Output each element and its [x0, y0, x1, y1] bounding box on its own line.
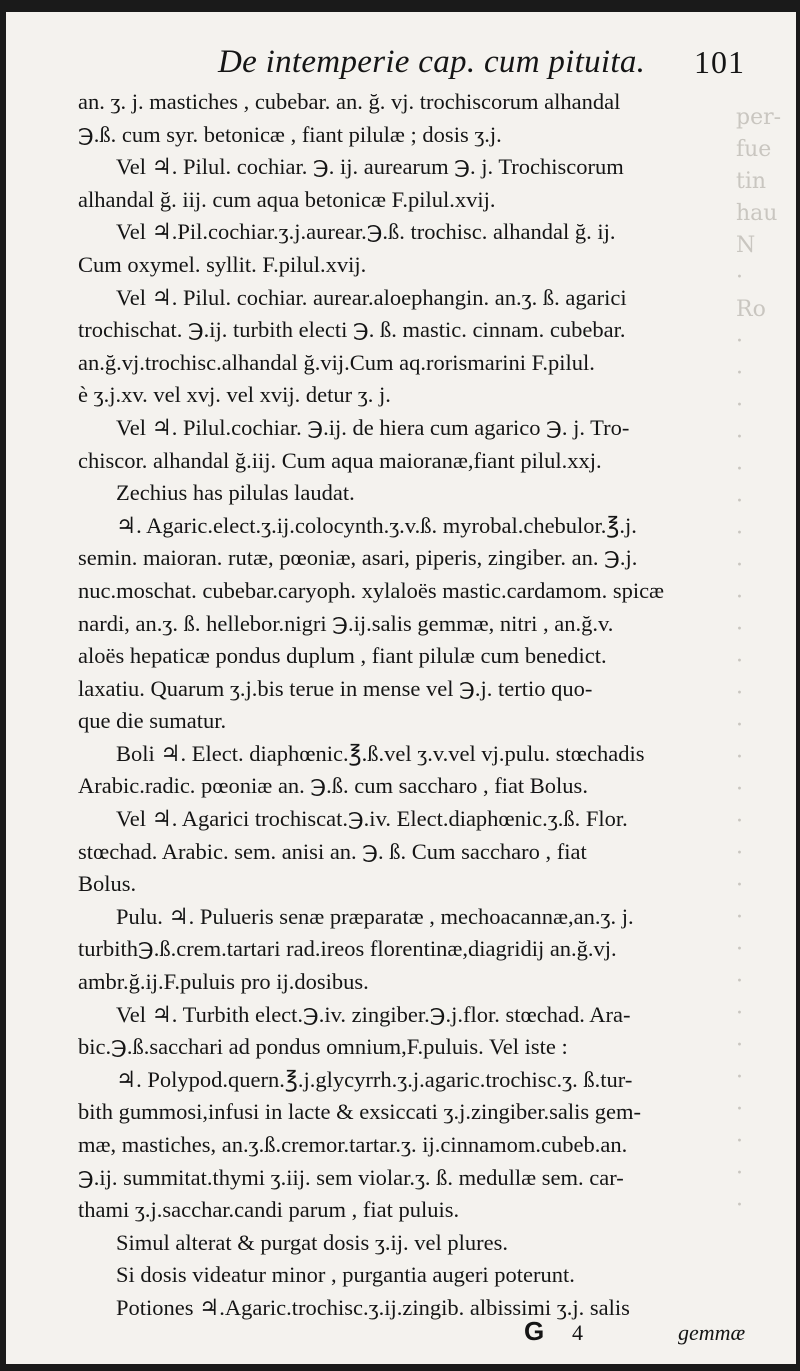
text-line: aloës hepaticæ pondus duplum , fiant pilulæ cum benedict. [78, 643, 607, 669]
text-line: ♃. Agaric.elect.ʒ.ij.colocynth.ʒ.v.ß. myrobal.chebulor.℥.j. [116, 512, 637, 538]
text-line: Potiones ♃.Agaric.trochisc.ʒ.ij.zingib. albissimi ʒ.j. salis [116, 1294, 630, 1320]
text-line: que die sumatur. [78, 708, 227, 734]
text-line: è ʒ.j.xv. vel xvj. vel xvij. detur ʒ. j. [78, 382, 391, 408]
text-line: alhandal ğ. iij. cum aqua betonicæ F.pilul.xvij. [78, 186, 496, 212]
text-line: trochischat. ℈.ij. turbith electi ℈. ß. mastic. cinnam. cubebar. [78, 317, 626, 343]
text-line: bith gummosi,infusi in lacte & exsiccati ʒ.j.zingiber.salis gem- [78, 1099, 642, 1125]
show-through-text: per- fue tin hau N · Ro · · · · · · · · · · · · · · · · · · · · · · · · · · · · [736, 105, 782, 1218]
text-line: nuc.moschat. cubebar.caryoph. xylaloës mastic.cardamom. spicæ [78, 577, 665, 603]
text-line: Boli ♃. Elect. diaphœnic.℥.ß.vel ʒ.v.vel vj.pulu. stœchadis [116, 740, 645, 766]
text-line: Si dosis videatur minor , purgantia augeri poterunt. [116, 1262, 575, 1288]
text-line: an.ğ.vj.trochisc.alhandal ğ.vij.Cum aq.rorismarini F.pilul. [78, 349, 595, 375]
page-header [6, 38, 796, 86]
text-line: thami ʒ.j.sacchar.candi parum , fiat puluis. [78, 1197, 460, 1223]
text-line: Pulu. ♃. Pulueris senæ præparatæ , mechoacannæ,an.ʒ. j. [116, 903, 634, 929]
text-line: Vel ♃. Pilul. cochiar. ℈. ij. aurearum ℈. j. Trochiscorum [116, 154, 624, 180]
text-line: Vel ♃. Pilul.cochiar. ℈.ij. de hiera cum agarico ℈. j. Tro- [116, 414, 630, 440]
text-line: turbith℈.ß.crem.tartari rad.ireos florentinæ,diagridij an.ğ.vj. [78, 936, 617, 962]
text-line: stœchad. Arabic. sem. anisi an. ℈. ß. Cum saccharo , fiat [78, 838, 587, 864]
text-line: ℈.ij. summitat.thymi ʒ.iij. sem violar.ʒ. ß. medullæ sem. car- [78, 1164, 624, 1190]
text-line: mæ, mastiches, an.ʒ.ß.cremor.tartar.ʒ. ij.cinnamom.cubeb.an. [78, 1132, 628, 1157]
page-number: 101 [694, 44, 745, 80]
running-head: De intemperie cap. cum pituita. [218, 44, 646, 80]
text-line: ♃. Polypod.quern.℥.j.glycyrrh.ʒ.j.agaric.trochisc.ʒ. ß.tur- [116, 1066, 633, 1092]
text-line: chiscor. alhandal ğ.iij. Cum aqua maioranæ,fiant pilul.xxj. [78, 447, 602, 473]
text-body [78, 86, 770, 1325]
text-line: Cum oxymel. syllit. F.pilul.xvij. [78, 251, 367, 277]
signature-mark: G [524, 1316, 545, 1346]
text-line: semin. maioran. rutæ, pœoniæ, asari, piperis, zingiber. an. ℈.j. [78, 545, 638, 571]
text-line: an. ʒ. j. mastiches , cubebar. an. ğ. vj. trochiscorum alhandal [78, 89, 621, 114]
text-line: Vel ♃. Agarici trochiscat.℈.iv. Elect.diaphœnic.ʒ.ß. Flor. [116, 806, 628, 832]
text-line: Bolus. [78, 871, 137, 897]
text-line: Arabic.radic. pœoniæ an. ℈.ß. cum saccharo , fiat Bolus. [78, 773, 588, 799]
text-line: laxatiu. Quarum ʒ.j.bis terue in mense vel ℈.j. tertio quo- [78, 675, 593, 701]
catchword: gemmæ [678, 1320, 746, 1345]
text-line: Vel ♃.Pil.cochiar.ʒ.j.aurear.℈.ß. trochisc. alhandal ğ. ij. [116, 219, 616, 245]
signature-number: 4 [572, 1320, 583, 1345]
text-line: ℈.ß. cum syr. betonicæ , fiant pilulæ ; dosis ʒ.j. [78, 121, 502, 147]
text-line: nardi, an.ʒ. ß. hellebor.nigri ℈.ij.salis gemmæ, nitri , an.ğ.v. [78, 610, 614, 636]
text-line: ambr.ğ.ij.F.puluis pro ij.dosibus. [78, 969, 369, 995]
text-line: Vel ♃. Pilul. cochiar. aurear.aloephangin. an.ʒ. ß. agarici [116, 284, 627, 310]
text-line: Zechius has pilulas laudat. [116, 480, 355, 506]
book-page [6, 12, 796, 1364]
page-footer [6, 1316, 796, 1360]
text-line: Vel ♃. Turbith elect.℈.iv. zingiber.℈.j.flor. stœchad. Ara- [116, 1001, 631, 1027]
text-line: Simul alterat & purgat dosis ʒ.ij. vel plures. [116, 1229, 509, 1255]
text-line: bic.℈.ß.sacchari ad pondus omnium,F.puluis. Vel iste : [78, 1034, 568, 1060]
